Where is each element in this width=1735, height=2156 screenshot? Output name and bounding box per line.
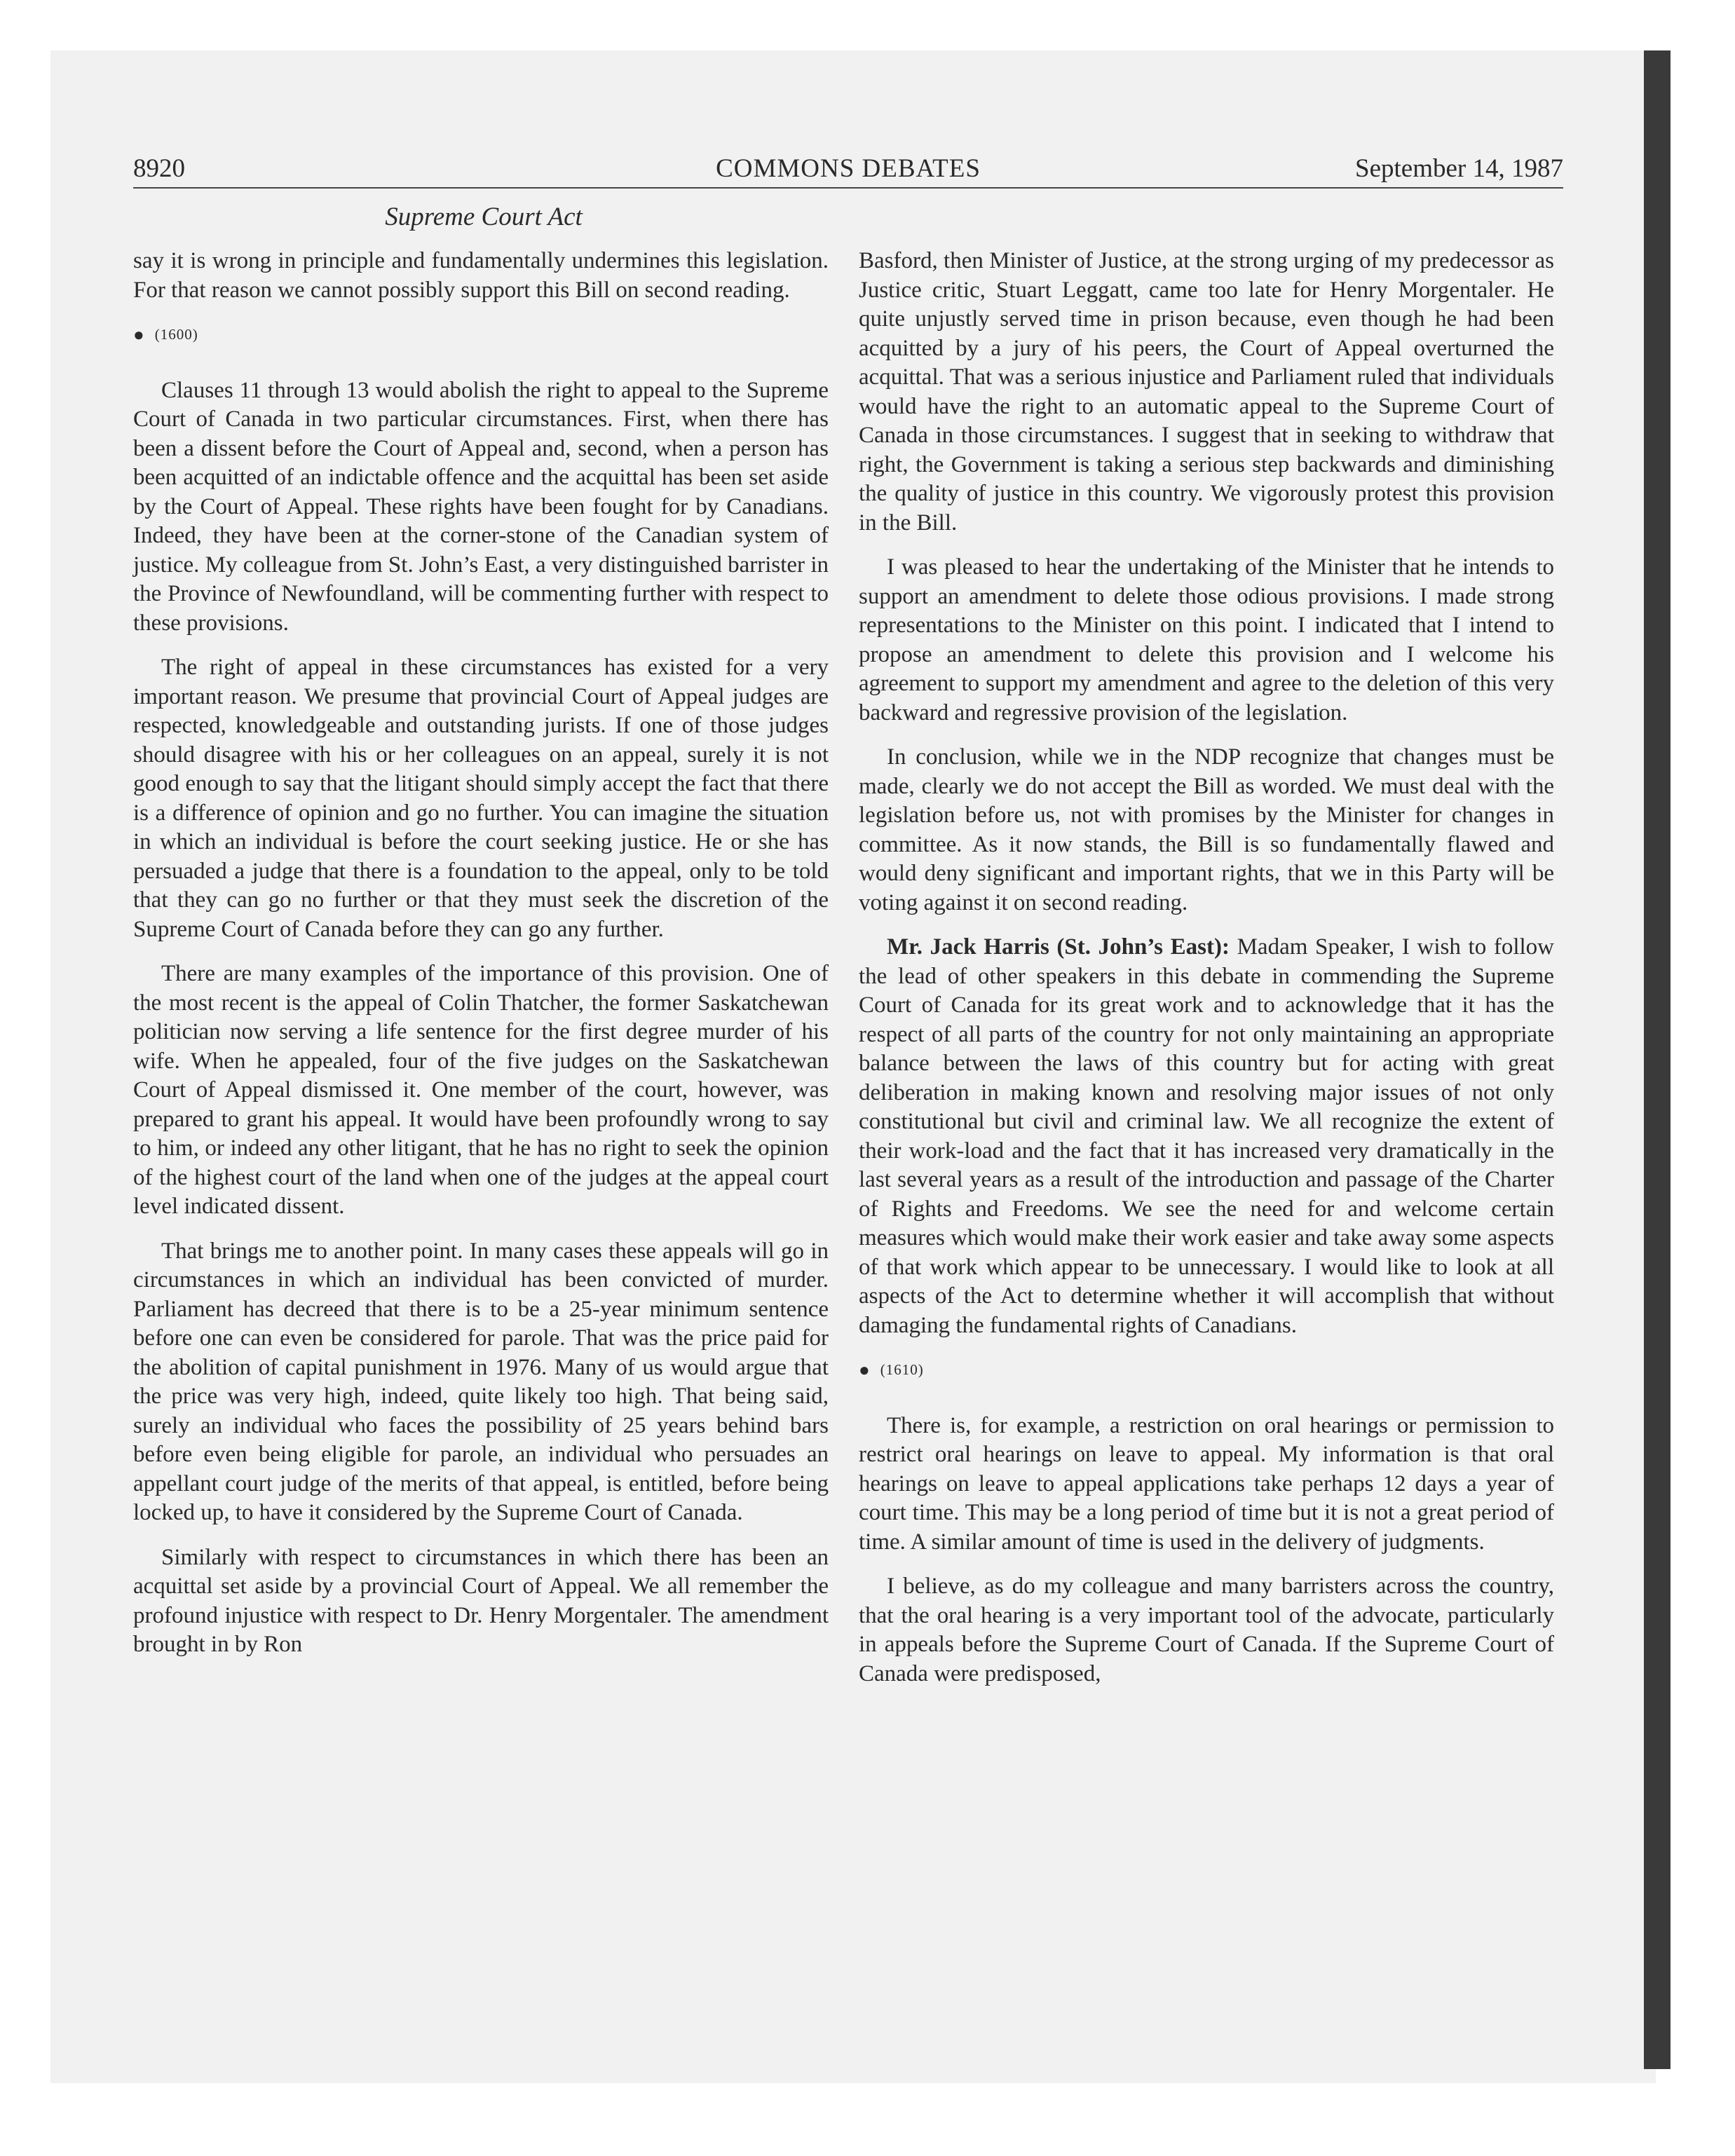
speech-text: Madam Speaker, I wish to follow the lead of other speakers in this debate in commending the Supreme Court of Canada for its great work and to acknowledge that it has the respect of all parts of the country for not only maintaining an appropriate balance between the laws of this country but for acting with great deliberation in making known and resolving major issues of not only constitutional but civil and criminal law. We all recognize the extent of their work-load and the fact that it has increased very dramatically in the last several years as a result of the introduction and passage of the Charter of Rights and Freedoms. We see the need for and welcome certain measures which would make their work easier and take away some aspects of that work which appear to be unnecessary. I would like to look at all aspects of the Act to determine whether it will accomplish that without damaging the fundamental rights of Canadians. bbox=[859, 934, 1554, 1338]
bullet-icon: ● bbox=[133, 325, 145, 345]
publication-date: September 14, 1987 bbox=[1355, 154, 1563, 183]
speech-paragraph bbox=[859, 933, 1554, 1340]
time-marker bbox=[859, 1356, 1554, 1385]
paragraph: Clauses 11 through 13 would abolish the right to appeal to the Supreme Court of Canada in two particular circumstances. First, when there has been a dissent before the Court of Appeal and, second, when a person has been acquitted of an indictable offence and the acquittal has been set aside by the Court of Appeal. These rights have been fought for by Canadians. Indeed, they have been at the corner-stone of the Canadian system of justice. My colleague from St. John’s East, a very distinguished barrister in the Province of Newfoundland, will be commenting further with respect to these provisions. bbox=[133, 377, 829, 636]
running-title: Supreme Court Act bbox=[385, 203, 583, 231]
right-column bbox=[859, 247, 1554, 1704]
paragraph: That brings me to another point. In many cases these appeals will go in circumstances in which an individual has been convicted of murder. Parliament has decreed that there is to be a 25-year minimum sentence before one can even be considered for parole. That was the price paid for the abolition of capital punishment in 1976. Many of us would argue that the price was very high, indeed, quite likely too high. That being said, surely an individual who faces the possibility of 25 years behind bars before even being eligible for parole, an individual who persuades an appellant court judge of the merits of that appeal, is entitled, before being locked up, to have it considered by the Supreme Court of Canada. bbox=[133, 1238, 829, 1525]
paragraph: In conclusion, while we in the NDP recognize that changes must be made, clearly we do not accept the Bill as worded. We must deal with the legislation before us, not with promises by the Minister for changes in committee. As it now stands, the Bill is so fundamentally flawed and would deny significant and important rights, that we in this Party will be voting against it on second reading. bbox=[859, 744, 1554, 915]
left-column bbox=[133, 247, 829, 1675]
speaker-name: Mr. Jack Harris (St. John’s East): bbox=[887, 934, 1230, 960]
paragraph: There are many examples of the importance of this provision. One of the most recent is the appeal of Colin Thatcher, the former Saskatchewan politician now serving a life sentence for the first degree murder of his wife. When he appealed, four of the five judges on the Saskatchewan Court of Appeal dismissed it. One member of the court, however, was prepared to grant his appeal. It would have been profoundly wrong to say to him, or indeed any other litigant, that he has no right to seek the opinion of the highest court of the land when one of the judges at the appeal court level indicated dissent. bbox=[133, 961, 829, 1219]
paragraph: I was pleased to hear the undertaking of the Minister that he intends to support an amendment to delete those odious provisions. I made strong representations to the Minister on this point. I indicated that I intend to propose an amendment to delete this provision and I welcome his agreement to support my amendment and agree to the deletion of this very backward and regressive provision of the legislation. bbox=[859, 554, 1554, 725]
page-header bbox=[133, 151, 1563, 189]
time-marker-label: (1610) bbox=[880, 1361, 924, 1378]
paragraph: I believe, as do my colleague and many barristers across the country, that the oral hearing is a very important tool of the advocate, particularly in appeals before the Supreme Court of Canada. If the Supreme Court of Canada were predisposed, bbox=[859, 1574, 1554, 1686]
page-number: 8920 bbox=[133, 154, 185, 183]
publication-title: COMMONS DEBATES bbox=[716, 154, 981, 183]
paragraph: say it is wrong in principle and fundamentally undermines this legislation. For that reason we cannot possibly support this Bill on second reading. bbox=[133, 248, 829, 303]
paragraph: There is, for example, a restriction on oral hearings or permission to restrict oral hearings on leave to appeal. My information is that oral hearings on leave to appeal applications take perhaps 12 days a year of court time. This may be a long period of time but it is not a great period of time. A similar amount of time is used in the delivery of judgments. bbox=[859, 1412, 1554, 1555]
paragraph: Similarly with respect to circumstances in which there has been an acquittal set aside by a provincial Court of Appeal. We all remember the profound injustice with respect to Dr. Henry Morgentaler. The amendment brought in by Ron bbox=[133, 1544, 829, 1657]
time-marker bbox=[133, 320, 829, 350]
paragraph: Basford, then Minister of Justice, at the strong urging of my predecessor as Justice critic, Stuart Leggatt, came too late for Henry Morgentaler. He quite unjustly served time in prison because, even though he had been acquitted by a jury of his peers, the Court of Appeal overturned the acquittal. That was a serious injustice and Parliament ruled that individuals would have the right to an automatic appeal to the Supreme Court of Canada in those circumstances. I suggest that in seeking to withdraw that right, the Government is taking a serious step backwards and diminishing the quality of justice in this country. We vigorously protest this provision in the Bill. bbox=[859, 248, 1554, 535]
time-marker-label: (1600) bbox=[154, 326, 198, 343]
paragraph: The right of appeal in these circumstances has existed for a very important reason. We presume that provincial Court of Appeal judges are respected, knowledgeable and outstanding jurists. If one of those judges should disagree with his or her colleagues on an appeal, surely it is not good enough to say that the litigant should simply accept the fact that there is a difference of opinion and go no further. You can imagine the situation in which an individual is before the court seeking justice. He or she has persuaded a judge that there is a foundation to the appeal, only to be told that they can go no further or that they must seek the discretion of the Supreme Court of Canada before they can go any further. bbox=[133, 655, 829, 942]
scan-edge-shadow bbox=[1644, 50, 1671, 2069]
bullet-icon: ● bbox=[859, 1360, 871, 1380]
